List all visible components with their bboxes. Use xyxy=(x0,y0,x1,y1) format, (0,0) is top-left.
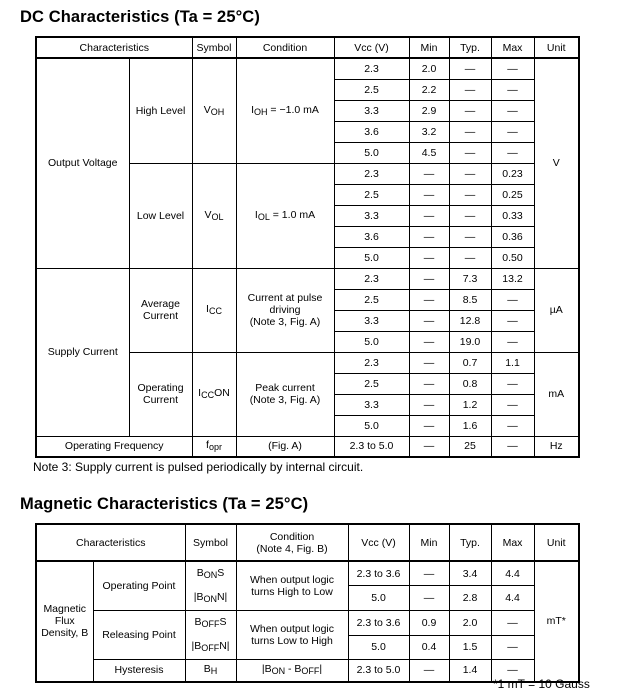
vcc-cell: 2.3 xyxy=(334,58,409,79)
typ-cell: 1.2 xyxy=(449,394,491,415)
table-row xyxy=(36,436,579,457)
typ-cell: — xyxy=(449,142,491,163)
max-cell: 13.2 xyxy=(491,268,534,289)
max-cell: — xyxy=(491,394,534,415)
min-cell: — xyxy=(409,184,449,205)
average-current-label: Average Current xyxy=(129,268,192,352)
typ-cell: 8.5 xyxy=(449,289,491,310)
output-voltage-label: Output Voltage xyxy=(36,58,129,268)
max-cell: 0.36 xyxy=(491,226,534,247)
header-characteristics: Characteristics xyxy=(36,37,192,58)
max-cell: — xyxy=(491,142,534,163)
operating-current-label: Operating Current xyxy=(129,352,192,436)
gauss-footnote: *1 mT = 10 Gauss xyxy=(493,677,590,691)
bon-symbol: BONS |BONN| xyxy=(185,561,236,611)
header-unit: Unit xyxy=(534,524,579,561)
hysteresis-condition: |BON - BOFF| xyxy=(236,660,348,682)
table-row xyxy=(36,268,579,289)
header-min: Min xyxy=(409,37,449,58)
operating-frequency-label: Operating Frequency xyxy=(36,436,192,457)
max-cell: 4.4 xyxy=(491,561,534,586)
typ-cell: 0.7 xyxy=(449,352,491,373)
vcc-cell: 5.0 xyxy=(334,247,409,268)
icc-condition: Current at pulse driving (Note 3, Fig. A) xyxy=(236,268,334,352)
typ-cell: 25 xyxy=(449,436,491,457)
bh-symbol: BH xyxy=(185,660,236,682)
header-row xyxy=(36,524,579,561)
min-cell: 3.2 xyxy=(409,121,449,142)
iccon-condition: Peak current (Note 3, Fig. A) xyxy=(236,352,334,436)
min-cell: — xyxy=(409,289,449,310)
average-current-unit: µA xyxy=(534,268,579,352)
max-cell: — xyxy=(491,373,534,394)
min-cell: — xyxy=(409,436,449,457)
min-cell: — xyxy=(409,586,449,611)
min-cell: — xyxy=(409,226,449,247)
typ-cell: — xyxy=(449,79,491,100)
vcc-cell: 3.3 xyxy=(334,100,409,121)
dc-characteristics-title: DC Characteristics (Ta = 25°C) xyxy=(20,8,260,26)
operating-current-unit: mA xyxy=(534,352,579,436)
table-row xyxy=(36,58,579,79)
header-unit: Unit xyxy=(534,37,579,58)
max-cell: — xyxy=(491,121,534,142)
vcc-cell: 5.0 xyxy=(334,142,409,163)
header-vcc: Vcc (V) xyxy=(334,37,409,58)
header-symbol: Symbol xyxy=(192,37,236,58)
min-cell: — xyxy=(409,373,449,394)
min-cell: — xyxy=(409,394,449,415)
min-cell: — xyxy=(409,268,449,289)
max-cell: 1.1 xyxy=(491,352,534,373)
max-cell: — xyxy=(491,436,534,457)
min-cell: — xyxy=(409,163,449,184)
vcc-cell: 2.3 to 5.0 xyxy=(334,436,409,457)
vol-symbol: VOL xyxy=(192,163,236,268)
max-cell: — xyxy=(491,289,534,310)
supply-current-label: Supply Current xyxy=(36,268,129,436)
vcc-cell: 2.5 xyxy=(334,373,409,394)
note-3: Note 3: Supply current is pulsed periodically by internal circuit. xyxy=(33,460,364,474)
vcc-cell: 3.3 xyxy=(334,205,409,226)
typ-cell: 12.8 xyxy=(449,310,491,331)
fopr-condition: (Fig. A) xyxy=(236,436,334,457)
max-cell: — xyxy=(491,79,534,100)
vcc-cell: 5.0 xyxy=(348,635,409,660)
min-cell: — xyxy=(409,331,449,352)
boff-symbol: BOFFS |BOFFN| xyxy=(185,611,236,660)
vcc-cell: 3.6 xyxy=(334,226,409,247)
max-cell: — xyxy=(491,58,534,79)
typ-cell: 2.8 xyxy=(449,586,491,611)
header-row xyxy=(36,37,579,58)
vcc-cell: 5.0 xyxy=(334,331,409,352)
typ-cell: — xyxy=(449,58,491,79)
min-cell: — xyxy=(409,247,449,268)
max-cell: 4.4 xyxy=(491,586,534,611)
header-condition: Condition xyxy=(236,37,334,58)
table-row xyxy=(36,561,579,586)
min-cell: — xyxy=(409,660,449,682)
min-cell: 2.2 xyxy=(409,79,449,100)
output-voltage-unit: V xyxy=(534,58,579,268)
max-cell: — xyxy=(491,310,534,331)
typ-cell: 1.6 xyxy=(449,415,491,436)
operating-point-label: Operating Point xyxy=(93,561,185,611)
magnetic-characteristics-title: Magnetic Characteristics (Ta = 25°C) xyxy=(20,495,309,513)
voh-symbol: VOH xyxy=(192,58,236,163)
vcc-cell: 2.5 xyxy=(334,184,409,205)
vcc-cell: 2.3 to 3.6 xyxy=(348,611,409,636)
typ-cell: 1.4 xyxy=(449,660,491,682)
releasing-point-label: Releasing Point xyxy=(93,611,185,660)
unit-cell: Hz xyxy=(534,436,579,457)
vcc-cell: 2.3 to 3.6 xyxy=(348,561,409,586)
min-cell: 2.0 xyxy=(409,58,449,79)
vcc-cell: 3.3 xyxy=(334,394,409,415)
typ-cell: 2.0 xyxy=(449,611,491,636)
vol-condition: IOL = 1.0 mA xyxy=(236,163,334,268)
iccon-symbol: ICCON xyxy=(192,352,236,436)
typ-cell: — xyxy=(449,247,491,268)
min-cell: 2.9 xyxy=(409,100,449,121)
min-cell: 0.9 xyxy=(409,611,449,636)
header-typ: Typ. xyxy=(449,524,491,561)
typ-cell: 1.5 xyxy=(449,635,491,660)
max-cell: 0.23 xyxy=(491,163,534,184)
fopr-symbol: fopr xyxy=(192,436,236,457)
vcc-cell: 2.5 xyxy=(334,289,409,310)
max-cell: 0.50 xyxy=(491,247,534,268)
vcc-cell: 3.6 xyxy=(334,121,409,142)
min-cell: — xyxy=(409,310,449,331)
operating-point-condition: When output logic turns High to Low xyxy=(236,561,348,611)
min-cell: 4.5 xyxy=(409,142,449,163)
min-cell: 0.4 xyxy=(409,635,449,660)
typ-cell: — xyxy=(449,100,491,121)
vcc-cell: 2.3 xyxy=(334,268,409,289)
typ-cell: 0.8 xyxy=(449,373,491,394)
header-condition: Condition (Note 4, Fig. B) xyxy=(236,524,348,561)
max-cell: 0.25 xyxy=(491,184,534,205)
low-level-label: Low Level xyxy=(129,163,192,268)
hysteresis-label: Hysteresis xyxy=(93,660,185,682)
magnetic-flux-density-label: Magnetic Flux Density, B xyxy=(36,561,93,682)
typ-cell: 19.0 xyxy=(449,331,491,352)
max-cell: — xyxy=(491,331,534,352)
high-level-label: High Level xyxy=(129,58,192,163)
vcc-cell: 2.3 xyxy=(334,352,409,373)
header-min: Min xyxy=(409,524,449,561)
typ-cell: 3.4 xyxy=(449,561,491,586)
magnetic-characteristics-table xyxy=(35,523,580,683)
max-cell: — xyxy=(491,660,534,682)
vcc-cell: 2.3 xyxy=(334,163,409,184)
header-max: Max xyxy=(491,524,534,561)
header-max: Max xyxy=(491,37,534,58)
icc-symbol: ICC xyxy=(192,268,236,352)
max-cell: — xyxy=(491,611,534,636)
typ-cell: — xyxy=(449,163,491,184)
magnetic-unit: mT* xyxy=(534,561,579,682)
typ-cell: — xyxy=(449,205,491,226)
releasing-point-condition: When output logic turns Low to High xyxy=(236,611,348,660)
typ-cell: — xyxy=(449,226,491,247)
max-cell: — xyxy=(491,100,534,121)
vcc-cell: 2.3 to 5.0 xyxy=(348,660,409,682)
min-cell: — xyxy=(409,205,449,226)
typ-cell: — xyxy=(449,121,491,142)
min-cell: — xyxy=(409,415,449,436)
min-cell: — xyxy=(409,561,449,586)
header-typ: Typ. xyxy=(449,37,491,58)
vcc-cell: 2.5 xyxy=(334,79,409,100)
header-symbol: Symbol xyxy=(185,524,236,561)
table-row xyxy=(36,611,579,636)
vcc-cell: 3.3 xyxy=(334,310,409,331)
min-cell: — xyxy=(409,352,449,373)
vcc-cell: 5.0 xyxy=(334,415,409,436)
header-characteristics: Characteristics xyxy=(36,524,185,561)
header-vcc: Vcc (V) xyxy=(348,524,409,561)
voh-condition: IOH = −1.0 mA xyxy=(236,58,334,163)
typ-cell: 7.3 xyxy=(449,268,491,289)
max-cell: — xyxy=(491,635,534,660)
typ-cell: — xyxy=(449,184,491,205)
max-cell: — xyxy=(491,415,534,436)
vcc-cell: 5.0 xyxy=(348,586,409,611)
dc-characteristics-table xyxy=(35,36,580,458)
max-cell: 0.33 xyxy=(491,205,534,226)
